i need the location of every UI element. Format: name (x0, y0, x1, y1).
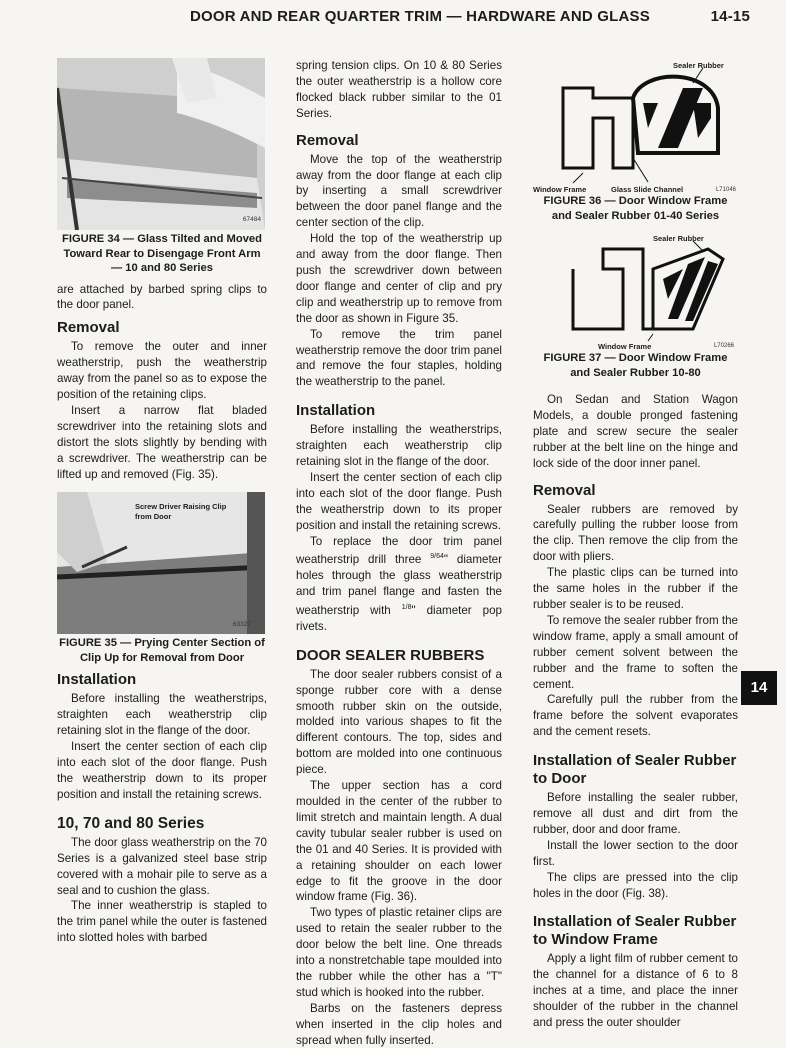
figure-36-number: L71046 (715, 187, 736, 193)
section-heading-sealer-rubbers: DOOR SEALER RUBBERS (296, 646, 485, 664)
section-heading-installation: Installation (57, 671, 137, 689)
section-tab: 14 (741, 671, 777, 705)
paragraph: spring tension clips. On 10 & 80 Series the outer weatherstrip is a hollow core flocked black rubber similar to the 01 Series. (296, 59, 502, 120)
paragraph: Two types of plastic retainer clips are used to retain the sealer rubber to the door below the belt line. One threads into a nonstretchable tape moulded into the rubber while the other has a "T" stud which is hooked into the rubber. (296, 906, 502, 999)
figure-34-photo (57, 58, 265, 230)
figure-36-label-sealer-rubber: Sealer Rubber (673, 61, 724, 70)
figure-36-label-window-frame: Window Frame (533, 185, 587, 194)
paragraph: The inner weatherstrip is stapled to the trim panel while the outer is fastened into slotted holes with barbed (57, 899, 267, 945)
paragraph: The door sealer rubbers consist of a sponge rubber core with a dense smooth rubber skin on the outside, molded into various shapes to fit the different contours. The top, sides and bottom are molded into one continuous piece. (296, 667, 502, 777)
figure-35-caption: FIGURE 35 — Prying Center Section of Clip Up for Removal from Door (59, 637, 265, 664)
figure-37-number: L70266 (713, 343, 734, 349)
column-2 (296, 58, 502, 1048)
paragraph: Carefully pull the rubber from the frame before the solvent evaporates and the cement resets. (533, 693, 738, 739)
section-heading-removal: Removal (533, 481, 596, 499)
section-heading-removal: Removal (296, 131, 359, 149)
paragraph: Move the top of the weatherstrip away from the door flange at each clip by inserting a small screwdriver between the door panel flange and the center section of the clip. (296, 152, 502, 230)
paragraph: Insert a narrow flat bladed screwdriver into the retaining slots and distort the slots slightly by bending with a screwdriver. The weatherstrip can be lifted up and removed (Fig. 35). (57, 403, 267, 481)
figure-36 (533, 58, 738, 192)
paragraph: Before installing the sealer rubber, remove all dust and dirt from the rubber, door and door frame. (533, 791, 738, 836)
figure-35-photo (57, 492, 265, 634)
figure-36-caption: FIGURE 36 — Door Window Frame and Sealer Rubber 01-40 Series (543, 195, 728, 222)
paragraph: Barbs on the fasteners depress when inserted in the clip holes and spread when fully inserted. (296, 1001, 502, 1047)
paragraph: To remove the outer and inner weatherstrip, push the weatherstrip away from the panel so as to expose the position of the retaining clips. (57, 340, 267, 402)
paragraph: Before installing the weatherstrips, straighten each weatherstrip clip retaining slot in the flange of the door. (57, 692, 267, 738)
paragraph: Install the lower section to the door first. (533, 838, 738, 868)
figure-35-label: Screw Driver Raising Clip from Door (135, 502, 227, 522)
figure-36-diagram (533, 58, 738, 192)
paragraph: To remove the sealer rubber from the window frame, apply a small amount of rubber cement solvent between the rubber and the frame to soften the cement. (533, 613, 738, 691)
figure-34-number: 67484 (242, 216, 261, 224)
page-title: DOOR AND REAR QUARTER TRIM — HARDWARE AND GLASS (190, 8, 650, 25)
figure-34-caption: FIGURE 34 — Glass Tilted and Moved Toward Rear to Disengage Front Arm — 10 and 80 Series (62, 233, 262, 274)
paragraph: Insert the center section of each clip into each slot of the door flange. Push the weatherstrip down to its proper position and install the retaining screws. (296, 470, 502, 532)
figure-37-label-window-frame: Window Frame (598, 342, 652, 351)
section-heading-install-door: Installation of Sealer Rubber to Door (533, 752, 737, 788)
figure-37 (533, 229, 738, 349)
paragraph: The plastic clips can be turned into the same holes in the rubber if the rubber sealer is to be reused. (533, 566, 738, 611)
column-1 (57, 58, 267, 946)
figure-36-label-glass-slide-channel: Glass Slide Channel (611, 185, 684, 194)
paragraph: Sealer rubbers are removed by carefully pulling the rubber loose from the clip. Then remove the clip from the door with pliers. (533, 502, 738, 564)
figure-35-number: 63327 (232, 620, 251, 628)
paragraph: Apply a light film of rubber cement to the channel for a distance of 6 to 8 inches at a time, and place the inner shoulder of the rubber in the channel and press the outer shoulder (533, 952, 738, 1030)
section-heading-series: 10, 70 and 80 Series (57, 814, 205, 832)
paragraph: Insert the center section of each clip into each slot of the door flange. Push the weatherstrip down to its proper position and install the retaining screws. (57, 740, 267, 801)
paragraph: The door glass weatherstrip on the 70 Series is a galvanized steel base strip covered with a mohair pile to serve as a seal and to cushion the glass. (57, 835, 267, 897)
paragraph: The upper section has a cord moulded in the center of the rubber to limit stretch and maintain length. A dual cavity tubular sealer rubber is used on the 01 and 40 Series. It is provided with a retaining shoulder on each lower edge to fit the groove in the door window frame (Fig. 36). (296, 779, 502, 904)
section-heading-install-window: Installation of Sealer Rubber to Window Frame (533, 913, 737, 949)
paragraph: are attached by barbed spring clips to the door panel. (57, 282, 267, 312)
figure-37-diagram (533, 229, 738, 349)
paragraph-drill: To replace the door trim panel weatherstrip drill three $^{9/64}$" diameter holes through the glass weatherstrip and trim panel flange and fasten the weatherstrip with $^{1/8}$" diameter pop rivets. (296, 534, 502, 633)
page-number: 14-15 (710, 8, 750, 25)
paragraph: Hold the top of the weatherstrip up and away from the door flange. Then push the screwdriver down between door flange and center of clip and pry clip and weatherstrip up to remove from the door as shown in Figure 35. (296, 232, 502, 325)
paragraph: The clips are pressed into the clip holes in the door (Fig. 38). (533, 870, 738, 900)
paragraph: On Sedan and Station Wagon Models, a double pronged fastening plate and screw secure the sealer rubber at the belt line on the hinge and lock side of the door inner panel. (533, 393, 738, 470)
section-heading-removal: Removal (57, 319, 120, 337)
column-3 (533, 58, 738, 1031)
section-heading-installation: Installation (296, 402, 376, 420)
page-header (190, 8, 750, 30)
paragraph: To remove the trim panel weatherstrip remove the door trim panel and remove the four staples, holding the weatherstrip to the panel. (296, 327, 502, 389)
figure-37-label-sealer-rubber: Sealer Rubber (653, 234, 704, 243)
figure-37-caption: FIGURE 37 — Door Window Frame and Sealer Rubber 10-80 (543, 352, 728, 379)
figure-34-illustration (57, 58, 265, 230)
paragraph: Before installing the weatherstrips, straighten each weatherstrip clip retaining slot in the flange of the door. (296, 423, 502, 469)
